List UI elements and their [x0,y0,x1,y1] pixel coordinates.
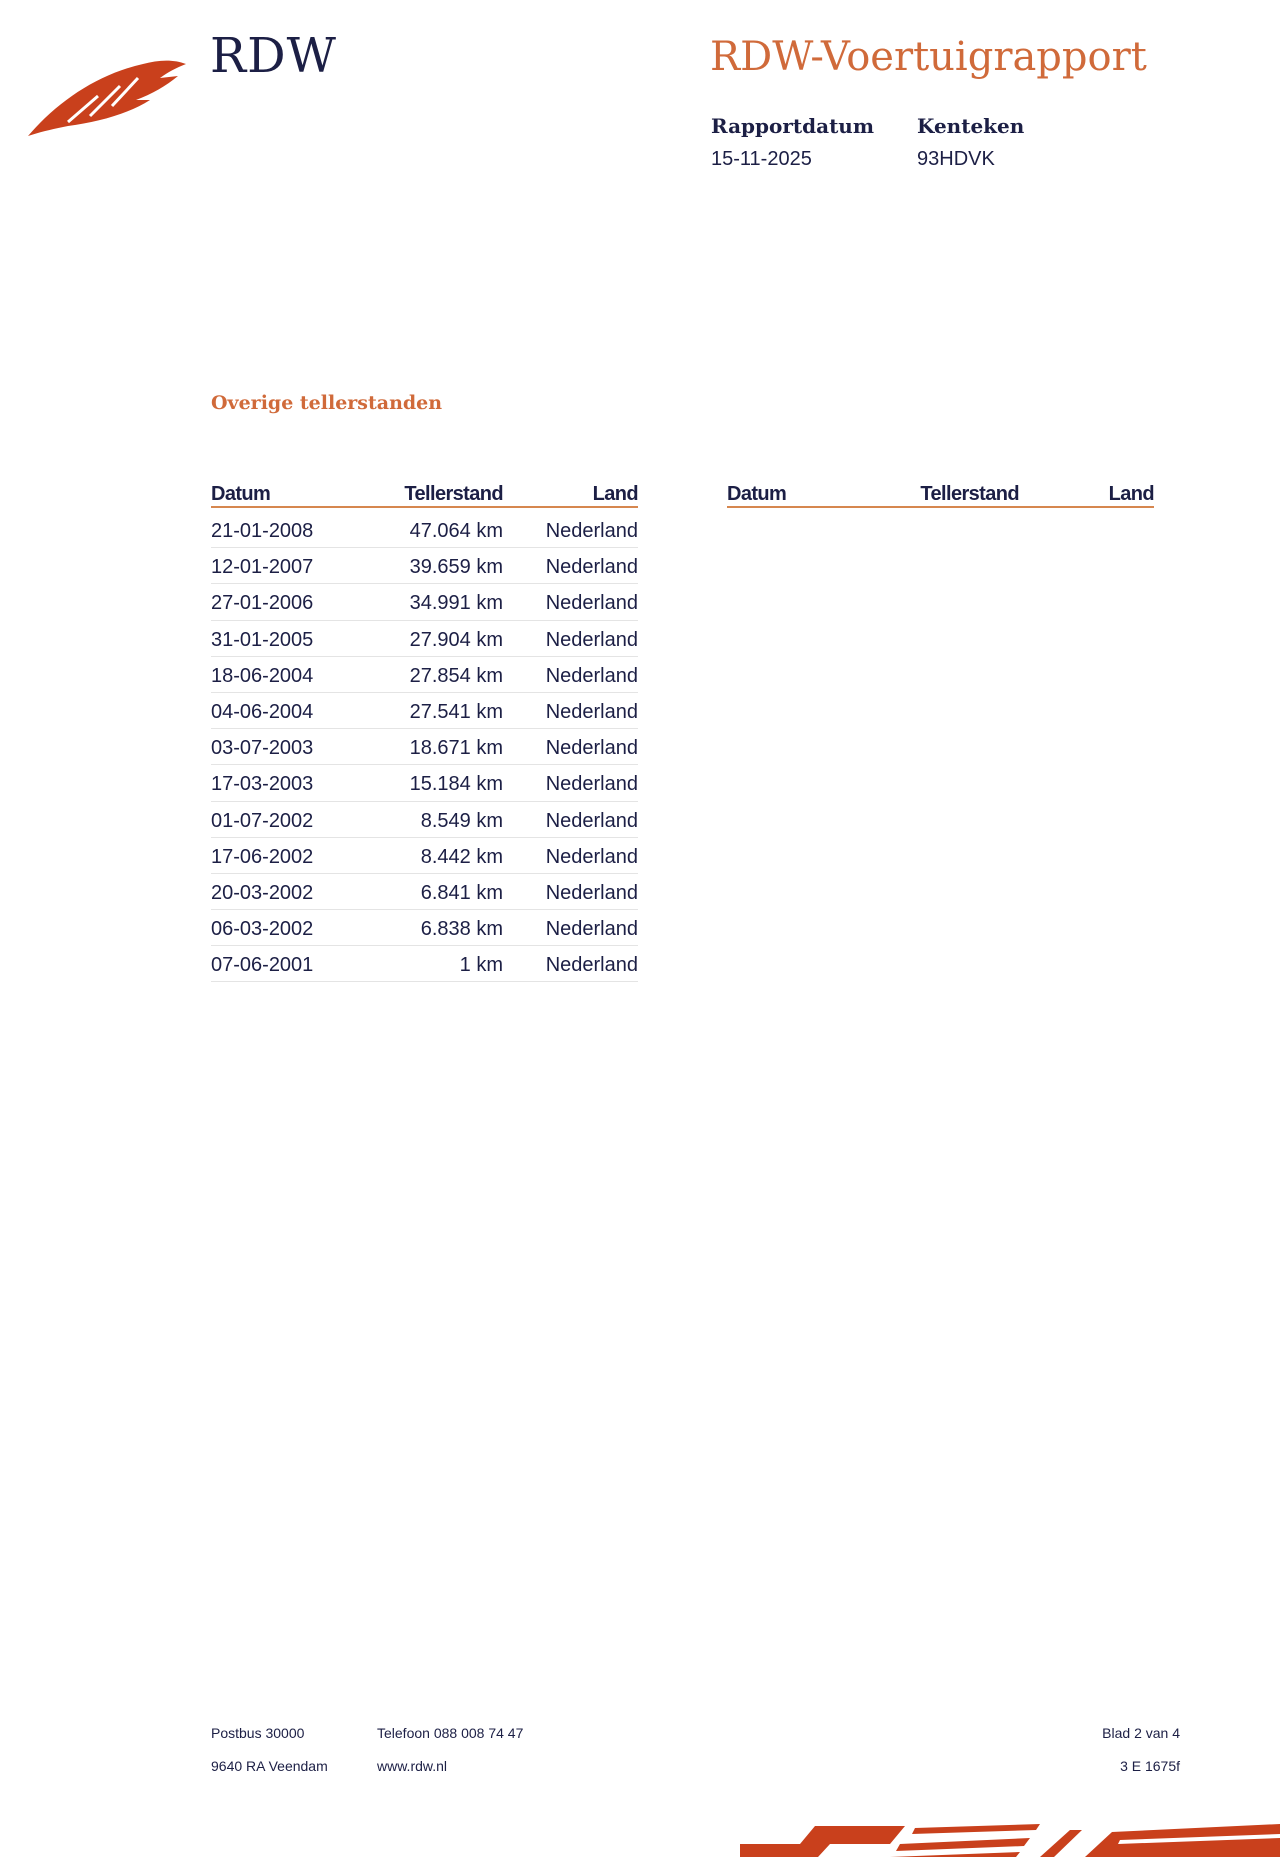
plate-block [917,114,1024,171]
cell-odometer: 15.184 km [409,773,503,796]
column-header-country: Land [592,483,638,505]
cell-date: 12-01-2007 [211,556,314,579]
cell-odometer: 47.064 km [409,520,503,543]
cell-date: 18-06-2004 [211,664,314,687]
cell-odometer: 1 km [459,954,503,977]
cell-date: 27-01-2006 [211,592,314,615]
cell-date: 03-07-2003 [211,737,314,760]
cell-date: 21-01-2008 [211,520,314,543]
cell-date: 31-01-2005 [211,628,314,651]
report-date-block [711,114,874,171]
table-row [211,657,638,693]
section-title: Overige tellerstanden [211,392,443,414]
table-row [211,802,638,838]
column-header-date: Datum [211,483,271,505]
footer-stripes-logo-icon [740,1824,1280,1857]
footer-address-line1: Postbus 30000 [211,1725,305,1741]
cell-date: 04-06-2004 [211,701,314,724]
cell-odometer: 27.854 km [409,664,503,687]
table-row [211,621,638,657]
cell-odometer: 27.904 km [409,628,503,651]
table-row [211,946,638,982]
rdw-feather-logo-icon [28,56,186,138]
cell-odometer: 6.841 km [420,881,503,904]
column-header-odometer: Tellerstand [920,483,1019,505]
cell-country: Nederland [545,881,638,904]
cell-country: Nederland [545,845,638,868]
table-row [211,838,638,874]
cell-country: Nederland [545,918,638,941]
cell-country: Nederland [545,701,638,724]
cell-odometer: 6.838 km [420,918,503,941]
footer-website[interactable]: www.rdw.nl [377,1758,448,1774]
report-title: RDW-Voertuigrapport [710,34,1147,80]
cell-odometer: 34.991 km [409,592,503,615]
cell-country: Nederland [545,737,638,760]
cell-country: Nederland [545,664,638,687]
column-header-country: Land [1108,483,1154,505]
footer-page-info [1102,1717,1180,1783]
footer-contact [377,1717,523,1783]
table-row [211,874,638,910]
table-row [211,910,638,946]
cell-odometer: 8.442 km [420,845,503,868]
cell-date: 20-03-2002 [211,881,314,904]
cell-odometer: 8.549 km [420,809,503,832]
cell-date: 06-03-2002 [211,918,314,941]
cell-date: 17-03-2003 [211,773,314,796]
cell-date: 07-06-2001 [211,954,314,977]
cell-odometer: 39.659 km [409,556,503,579]
cell-country: Nederland [545,520,638,543]
odometer-table-left [211,482,638,982]
report-date-label: Rapportdatum [711,114,875,138]
table-header [211,482,638,508]
cell-country: Nederland [545,809,638,832]
table-body [211,512,638,982]
table-row [211,693,638,729]
column-header-odometer: Tellerstand [404,483,503,505]
table-row [211,548,638,584]
cell-odometer: 27.541 km [409,701,503,724]
footer-page-number: Blad 2 van 4 [1102,1725,1180,1741]
table-row [211,765,638,801]
cell-country: Nederland [545,954,638,977]
report-date-value: 15-11-2025 [711,148,812,170]
table-row [211,729,638,765]
table-header [727,482,1154,508]
footer-address-line2: 9640 RA Veendam [211,1758,328,1774]
cell-country: Nederland [545,628,638,651]
plate-label: Kenteken [917,114,1025,138]
table-row [211,512,638,548]
cell-date: 01-07-2002 [211,809,314,832]
brand-name: RDW [210,28,337,84]
cell-country: Nederland [545,556,638,579]
odometer-table-right [727,482,1154,508]
footer-phone: Telefoon 088 008 74 47 [377,1725,524,1741]
cell-date: 17-06-2002 [211,845,314,868]
cell-odometer: 18.671 km [409,737,503,760]
footer-code: 3 E 1675f [1120,1758,1180,1774]
table-row [211,584,638,620]
cell-country: Nederland [545,773,638,796]
footer-address [211,1717,328,1783]
cell-country: Nederland [545,592,638,615]
plate-value: 93HDVK [917,148,995,170]
column-header-date: Datum [727,483,787,505]
